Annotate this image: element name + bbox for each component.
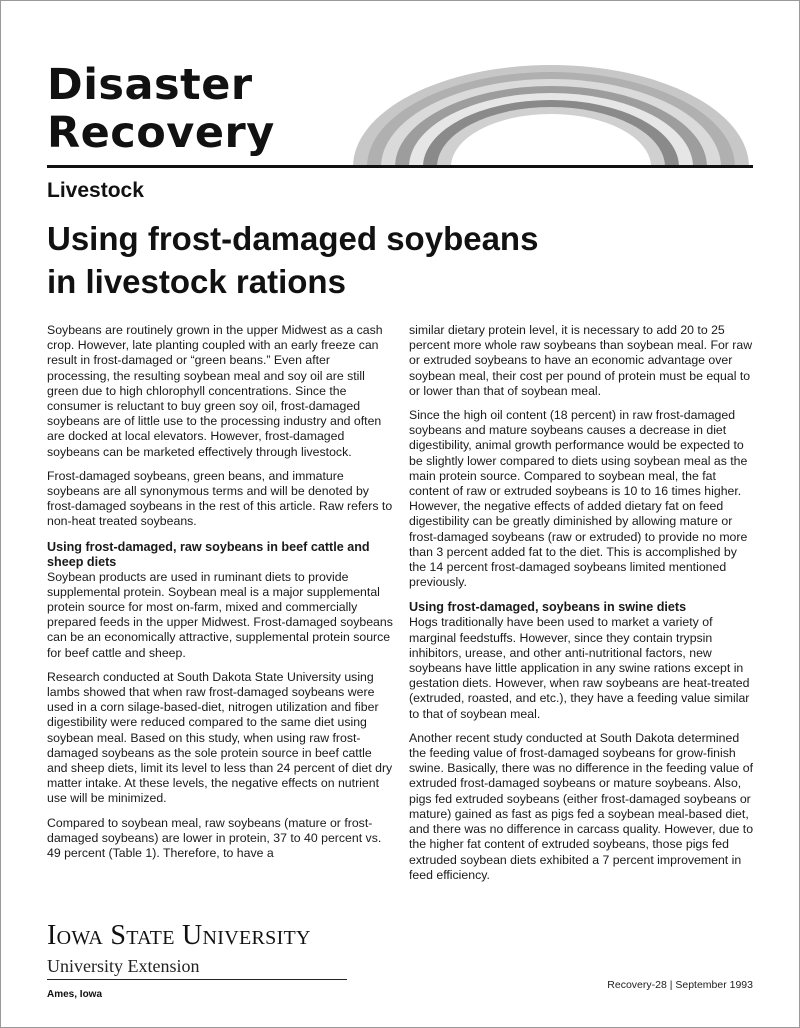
article-title-line-1: Using frost-damaged soybeans: [47, 220, 539, 257]
paragraph: Frost-damaged soybeans, green beans, and immature soybeans are all synonymous terms and will be denoted by frost-damaged soybeans in the rest of this article. Raw refers to non-heat treated soybeans.: [47, 468, 393, 529]
footer-rule: [47, 979, 347, 980]
location: Ames, Iowa: [47, 989, 103, 1000]
paragraph: Soybeans are routinely grown in the upper Midwest as a cash crop. However, late planting coupled with an early freeze can result in frost-damaged or “green beans.” Even after processing, the resulting soybean meal and soy oil are still green due to high chlorophyll concentrations. Since the consumer is reluctant to buy green soy oil, frost-damaged soybeans are of little use to the processing industry and often are docked at local elevators. However, frost-damaged soybeans can be marketed effectively through livestock.: [47, 323, 383, 459]
paragraph: Since the high oil content (18 percent) in raw frost-damaged soybeans and mature soybeans causes a decrease in diet digestibility, animal growth performance would be expected to be slightly lower compared to diets using soybean meal as the main protein source. Compared to soybean meal, the fat content of raw or extruded soybeans is 10 to 16 times higher. However, the negative effects of added dietary fat on feed digestibility can be greatly diminished by allowing mature or frost-damaged soybeans (raw or extruded) to provide no more than 3 percent added fat to the diet. This is accomplished by the 14 percent frost-damaged soybeans limited mentioned previously.: [409, 408, 748, 590]
article-title-line-2: in livestock rations: [47, 263, 346, 300]
extension-name: University Extension: [47, 956, 200, 976]
header-rule: [47, 165, 753, 168]
left-column: [47, 323, 393, 870]
paragraph: Another recent study conducted at South Dakota determined the feeding value of frost-damaged soybeans for grow-finish swine. Basically, there was no difference in the feeding value of extruded frost-damaged soybeans or mature soybeans. Also, pigs fed extruded soybeans (either frost-damaged soybeans or mature) gained as fast as pigs fed a soybean meal-based diet, and there was no difference in carcass quality. However, due to the higher fat content of extruded soybeans, those pigs fed extruded soybean diets exhibited a 7 percent improvement in feed efficiency.: [409, 730, 754, 882]
section-label: Livestock: [47, 179, 144, 202]
article-title: [47, 217, 767, 303]
paragraph: Hogs traditionally have been used to market a variety of marginal feedstuffs. However, since they contain trypsin inhibitors, urease, and other anti-nutritional factors, new soybeans have little application in any swine rations except in gestation diets. However, when raw soybeans are heat-treated (extruded, roasted, and etc.), they have a feeding value similar to that of soybean meal.: [409, 615, 750, 721]
publication-id: Recovery-28 | September 1993: [607, 979, 753, 991]
paragraph: Research conducted at South Dakota State University using lambs showed that when raw frost-damaged soybeans were used in a corn silage-based-diet, nitrogen utilization and fiber digestibility were reduced compared to the same diet using soybean meal. Based on this study, when using raw frost-damaged soybeans as the sole protein source in beef cattle and sheep diets, limit its level to less than 24 percent of diet dry matter intake. At these levels, the negative effects on nutrient use will be minimized.: [47, 669, 393, 806]
university-name: Iowa State University: [47, 920, 311, 951]
masthead-line-1: Disaster: [47, 60, 253, 110]
rainbow-graphic: [353, 65, 749, 167]
subheading: Using frost-damaged, soybeans in swine diets: [409, 600, 687, 615]
right-column: [409, 323, 757, 892]
subheading: Using frost-damaged, raw soybeans in beef cattle and sheep diets: [47, 539, 370, 569]
university-logo: [47, 921, 311, 977]
masthead-line-2: Recovery: [47, 108, 275, 158]
paragraph: similar dietary protein level, it is necessary to add 20 to 25 percent more whole raw soybeans than soybean meal. For raw or extruded soybeans to have an economic advantage over soybean meal, their cost per pound of protein must be equal to or lower than that of soybean meal.: [409, 323, 753, 398]
paragraph: Compared to soybean meal, raw soybeans (mature or frost-damaged soybeans) are lower in protein, 37 to 40 percent vs. 49 percent (Table 1). Therefore, to have a: [47, 815, 382, 861]
masthead: [47, 61, 275, 157]
paragraph: Soybean products are used in ruminant diets to provide supplemental protein. Soybean meal is a major supplemental protein source for most on-farm, mixed and commercially prepared feeds in the upper Midwest. Frost-damaged soybeans can be an economically attractive, supplemental protein source for beef cattle and sheep.: [47, 569, 393, 660]
